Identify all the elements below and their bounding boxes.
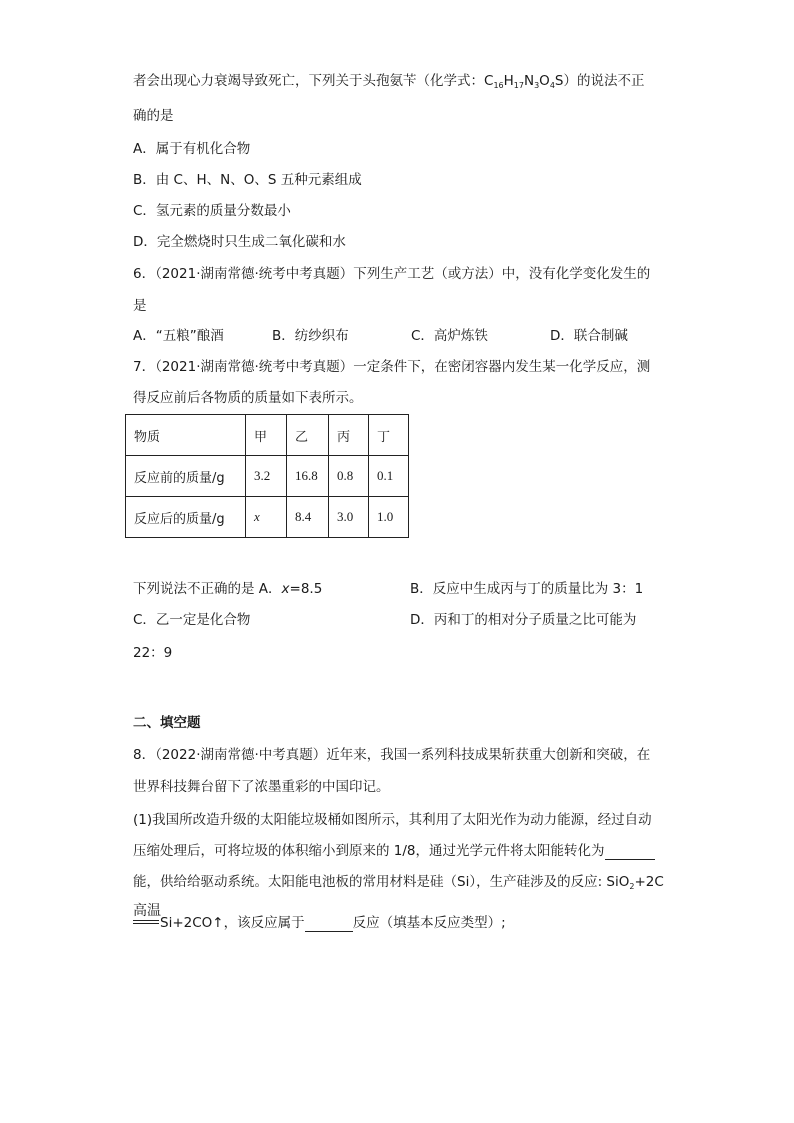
q7-option-d-continued: 22：9 xyxy=(133,645,173,661)
q5-option-c: C．氢元素的质量分数最小 xyxy=(133,203,291,219)
table-header-row xyxy=(126,415,409,456)
q8-part1-line-3-text: 能，供给给驱动系统。太阳能电池板的常用材料是硅（Si），生产硅涉及的反应: SiO xyxy=(133,874,630,890)
q8-part1-line-2-text: 压缩处理后，可将垃圾的体积缩小到原来的 1/8，通过光学元件将太阳能转化为 xyxy=(133,843,605,859)
table-cell: 8.4 xyxy=(287,497,329,538)
table-cell: 3.0 xyxy=(329,497,369,538)
q5-option-d: D．完全燃烧时只生成二氧化碳和水 xyxy=(133,234,346,250)
table-row xyxy=(126,456,409,497)
formula-sub: 2 xyxy=(629,882,635,891)
q7-option-a-value: =8.5 xyxy=(289,581,323,597)
formula-n: N xyxy=(523,73,535,89)
mass-table xyxy=(125,414,409,538)
q8-part1-line-4-tail: 反应（填基本反应类型）; xyxy=(352,915,506,931)
answer-blank[interactable] xyxy=(605,845,655,860)
table-header-cell: 甲 xyxy=(246,415,287,456)
q8-line-2: 世界科技舞台留下了浓墨重彩的中国印记。 xyxy=(133,779,390,795)
q7-option-a xyxy=(133,580,322,598)
table-cell: 0.8 xyxy=(329,456,369,497)
q8-part1-line-2 xyxy=(133,842,655,860)
q7-option-a-prefix: 下列说法不正确的是 A． xyxy=(133,581,282,597)
q8-part1-line-3 xyxy=(133,873,664,891)
table-cell: 3.2 xyxy=(246,456,287,497)
answer-blank[interactable] xyxy=(305,917,353,932)
section-title: 二、填空题 xyxy=(133,715,201,731)
formula-h: H xyxy=(503,73,514,89)
q8-part1-line-1: (1)我国所改造升级的太阳能垃圾桶如图所示，其利用了太阳光作为动力能源，经过自动 xyxy=(133,812,652,828)
q7-line-1: 7．（2021·湖南常德·统考中考真题）一定条件下，在密闭容器内发生某一化学反应，测 xyxy=(133,359,651,375)
q6-option-d: D．联合制碱 xyxy=(550,328,628,344)
q5-option-b: B．由 C、H、N、O、S 五种元素组成 xyxy=(133,172,362,188)
formula-sub-c: 16 xyxy=(493,81,504,90)
q5-line-2: 确的是 xyxy=(133,108,174,124)
table-header-cell: 丁 xyxy=(369,415,409,456)
q5-text-b: S）的说法不正 xyxy=(554,73,645,89)
formula-sub-o: 4 xyxy=(549,81,555,90)
table-header-cell: 乙 xyxy=(287,415,329,456)
q8-line-1: 8．（2022·湖南常德·中考真题）近年来，我国一系列科技成果斩获重大创新和突破，在 xyxy=(133,747,651,763)
q7-option-b: B．反应中生成丙与丁的质量比为 3：1 xyxy=(410,581,644,597)
table-cell: x xyxy=(246,497,287,538)
equals-sign xyxy=(133,920,159,924)
q5-option-a: A．属于有机化合物 xyxy=(133,141,251,157)
q6-option-a: A．“五粮”酿酒 xyxy=(133,328,224,344)
q7-option-d: D．丙和丁的相对分子质量之比可能为 xyxy=(410,612,637,628)
formula-sub-h: 17 xyxy=(513,81,524,90)
q5-line-1 xyxy=(133,72,644,90)
table-cell: 反应前的质量/g xyxy=(126,456,246,497)
q7-option-c: C．乙一定是化合物 xyxy=(133,612,251,628)
table-cell: 0.1 xyxy=(369,456,409,497)
table-row xyxy=(126,497,409,538)
reaction-condition: 高温 xyxy=(133,903,161,919)
q8-part1-line-4-text: Si+2CO↑，该反应属于 xyxy=(160,915,305,931)
table-cell: 反应后的质量/g xyxy=(126,497,246,538)
table-header-cell: 物质 xyxy=(126,415,246,456)
formula-sub-n: 3 xyxy=(534,81,540,90)
table-cell: 16.8 xyxy=(287,456,329,497)
q8-part1-line-4 xyxy=(160,914,506,932)
q6-option-c: C．高炉炼铁 xyxy=(411,328,488,344)
q7-option-a-variable: x xyxy=(281,581,290,597)
table-cell: 1.0 xyxy=(369,497,409,538)
q6-line-2: 是 xyxy=(133,298,147,314)
q5-text-a: 者会出现心力衰竭导致死亡，下列关于头孢氨苄（化学式：C xyxy=(133,73,494,89)
q7-line-2: 得反应前后各物质的质量如下表所示。 xyxy=(133,390,363,406)
table-header-cell: 丙 xyxy=(329,415,369,456)
q6-line-1: 6．（2021·湖南常德·统考中考真题）下列生产工艺（或方法）中，没有化学变化发生的 xyxy=(133,266,651,282)
q8-part1-line-3-tail: +2C xyxy=(634,874,664,890)
q6-option-b: B．纺纱织布 xyxy=(272,328,349,344)
formula-o: O xyxy=(539,73,550,89)
